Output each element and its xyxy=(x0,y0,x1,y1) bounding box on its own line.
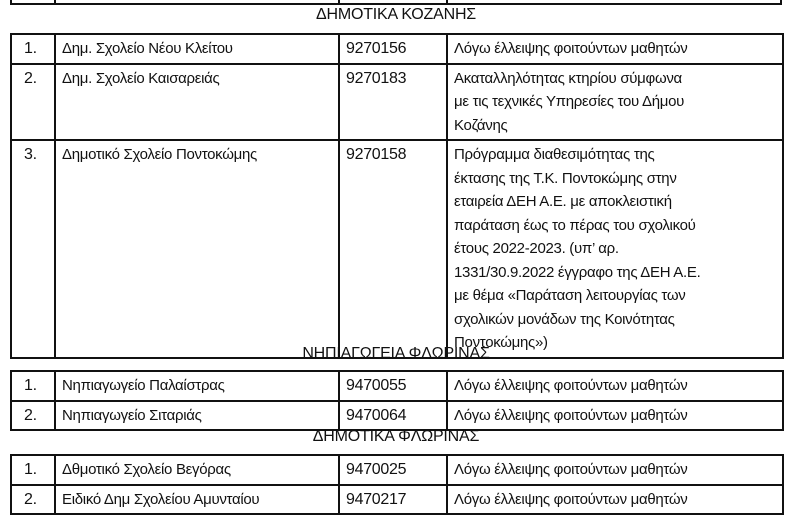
closure-reason-line: σχολικών μονάδων της Κοινότητας xyxy=(454,310,675,328)
row-number: 1. xyxy=(11,455,55,485)
school-name: Νηπιαγωγείο Παλαίστρας xyxy=(55,371,339,401)
table-row xyxy=(11,485,783,515)
closure-reason-line: έκτασης της Τ.Κ. Ποντοκώμης στην xyxy=(454,169,677,187)
closure-reason-line: έτους 2022-2023. (υπ’ αρ. xyxy=(454,240,619,257)
table-row xyxy=(11,455,783,485)
school-name: Ειδικό Δημ Σχολείου Αμυνταίου xyxy=(55,485,339,515)
table-divider xyxy=(338,0,340,4)
school-name: Δημ. Σχολείο Καισαρειάς xyxy=(55,64,339,141)
schools-table-florina-kindergartens xyxy=(10,370,784,431)
table-divider xyxy=(446,0,448,4)
closure-reason-line: Λόγω έλλειψης φοιτούντων μαθητών xyxy=(454,461,688,478)
row-number: 1. xyxy=(11,371,55,401)
row-number: 2. xyxy=(11,401,55,431)
school-name: Δθμοτικό Σχολείο Βεγόρας xyxy=(55,455,339,485)
closure-reason xyxy=(447,485,783,515)
closure-reason-line: Λόγω έλλειψης φοιτούντων μαθητών xyxy=(454,490,688,508)
section-title-nipiagogeia-florinas: ΝΗΠΙΑΓΩΓΕΙΑ ΦΛΩΡΙΝΑΣ xyxy=(302,345,490,362)
closure-reason-line: Κοζάνης xyxy=(454,116,508,134)
closure-reason xyxy=(447,401,783,431)
closure-reason-line: με θέμα «Παράταση λειτουργίας των xyxy=(454,287,686,304)
closure-reason-line: Λόγω έλλειψης φοιτούντων μαθητών xyxy=(454,40,688,57)
section-title-dimotika-kozanis: ΔΗΜΟΤΙΚΑ ΚΟΖΑΝΗΣ xyxy=(315,6,476,23)
closure-reason xyxy=(447,140,783,358)
closure-reason xyxy=(447,371,783,401)
school-name: Δημ. Σχολείο Νέου Κλείτου xyxy=(55,34,339,64)
row-number: 3. xyxy=(11,140,55,358)
table-divider xyxy=(780,0,782,4)
school-name: Δημοτικό Σχολείο Ποντοκώμης xyxy=(55,140,339,358)
closure-reason xyxy=(447,34,783,64)
table-row xyxy=(11,401,783,431)
schools-table-florina-primary xyxy=(10,454,784,515)
section-title-dimotika-florinas: ΔΗΜΟΤΙΚΑ ΦΛΩΡΙΝΑΣ xyxy=(312,428,480,445)
row-number: 2. xyxy=(11,64,55,141)
closure-reason-line: Ποντοκώμης») xyxy=(454,334,548,351)
table-row xyxy=(11,140,783,358)
school-code: 9470217 xyxy=(339,485,447,515)
row-number: 2. xyxy=(11,485,55,515)
school-code: 9470025 xyxy=(339,455,447,485)
closure-reason-line: Λόγω έλλειψης φοιτούντων μαθητών xyxy=(454,406,688,424)
table-row xyxy=(11,371,783,401)
school-code: 9470055 xyxy=(339,371,447,401)
closure-reason-line: 1331/30.9.2022 έγγραφο της ΔΕΗ Α.Ε. xyxy=(454,263,701,281)
closure-reason-line: Ακαταλληλότητας κτηρίου σύμφωνα xyxy=(454,69,682,87)
table-divider xyxy=(10,0,12,4)
school-code: 9270158 xyxy=(339,140,447,358)
closure-reason-line: Λόγω έλλειψης φοιτούντων μαθητών xyxy=(454,377,688,394)
school-code: 9470064 xyxy=(339,401,447,431)
closure-reason-line: παράταση έως το πέρας του σχολικού xyxy=(454,216,696,234)
table-divider xyxy=(54,0,56,4)
closure-reason xyxy=(447,455,783,485)
school-code: 9270156 xyxy=(339,34,447,64)
schools-table-kozani xyxy=(10,33,784,359)
closure-reason-line: εταιρεία ΔΕΗ Α.Ε. με αποκλειστική xyxy=(454,193,672,210)
table-row xyxy=(11,34,783,64)
school-name: Νηπιαγωγείο Σιταριάς xyxy=(55,401,339,431)
previous-table-bottom-border xyxy=(10,0,782,5)
closure-reason-line: Πρόγραμμα διαθεσιμότητας της xyxy=(454,146,655,163)
school-code: 9270183 xyxy=(339,64,447,141)
closure-reason-line: με τις τεχνικές Υπηρεσίες του Δήμου xyxy=(454,93,685,110)
table-row xyxy=(11,64,783,141)
row-number: 1. xyxy=(11,34,55,64)
closure-reason xyxy=(447,64,783,141)
